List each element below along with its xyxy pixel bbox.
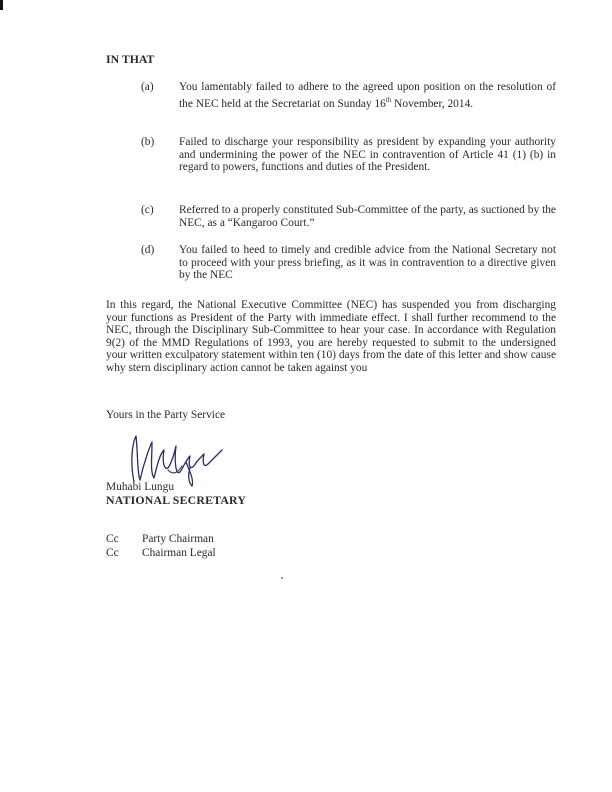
charge-item-b bbox=[141, 136, 556, 190]
item-text: You failed to heed to timely and credible advice from the National Secretary not to proceed with your press briefing, as it was in contravention to a directive given by the NEC bbox=[179, 244, 556, 282]
item-text: Referred to a properly constituted Sub-Committee of the party, as suctioned by the NEC, as a “Kangaroo Court.” bbox=[179, 204, 556, 229]
section-heading: IN THAT bbox=[106, 52, 155, 66]
cc-recipient: Chairman Legal bbox=[142, 547, 216, 559]
ordinal-suffix: th bbox=[385, 95, 392, 104]
item-label: (c) bbox=[141, 204, 154, 216]
item-text: Failed to discharge your responsibility as president by expanding your authority and undermining the power of the NEC in contravention of Article 41 (1) (b) in regard to powers, functions and duties of the President. bbox=[179, 136, 556, 174]
suspension-paragraph: In this regard, the National Executive Committee (NEC) has suspended you from discharging your functions as President of the Party with immediate effect. I shall further recommend to the NEC, through the Disciplinary Sub-Committee to hear your case. In accordance with Regulation 9(2) of the MMD Regulations of 1993, you are hereby requested to submit to the undersigned your written exculpatory statement within ten (10) days from the date of this letter and show cause why stern disciplinary action cannot be taken against you bbox=[106, 299, 556, 374]
charge-item-d bbox=[141, 244, 556, 286]
signature-image bbox=[124, 432, 236, 488]
closing-salutation: Yours in the Party Service bbox=[106, 409, 226, 421]
item-label: (a) bbox=[141, 81, 154, 93]
cc-label: Cc bbox=[106, 547, 119, 559]
item-text-after: November, 2014. bbox=[391, 97, 474, 110]
signer-title: NATIONAL SECRETARY bbox=[106, 493, 247, 507]
item-text-main: You lamentably failed to adhere to the agreed upon position on the resolution of the NEC held at the Secretariat on Sunday 16 bbox=[179, 81, 556, 110]
cc-label: Cc bbox=[106, 533, 119, 545]
item-text bbox=[179, 81, 556, 110]
cc-recipient: Party Chairman bbox=[142, 533, 214, 545]
charge-item-a bbox=[141, 81, 556, 121]
item-label: (d) bbox=[141, 244, 155, 256]
charge-item-c bbox=[141, 204, 556, 232]
scan-edge-mark bbox=[0, 0, 3, 10]
item-label: (b) bbox=[141, 136, 155, 148]
scan-speck bbox=[281, 577, 283, 579]
signer-name: Muhabi Lungu bbox=[106, 481, 175, 493]
